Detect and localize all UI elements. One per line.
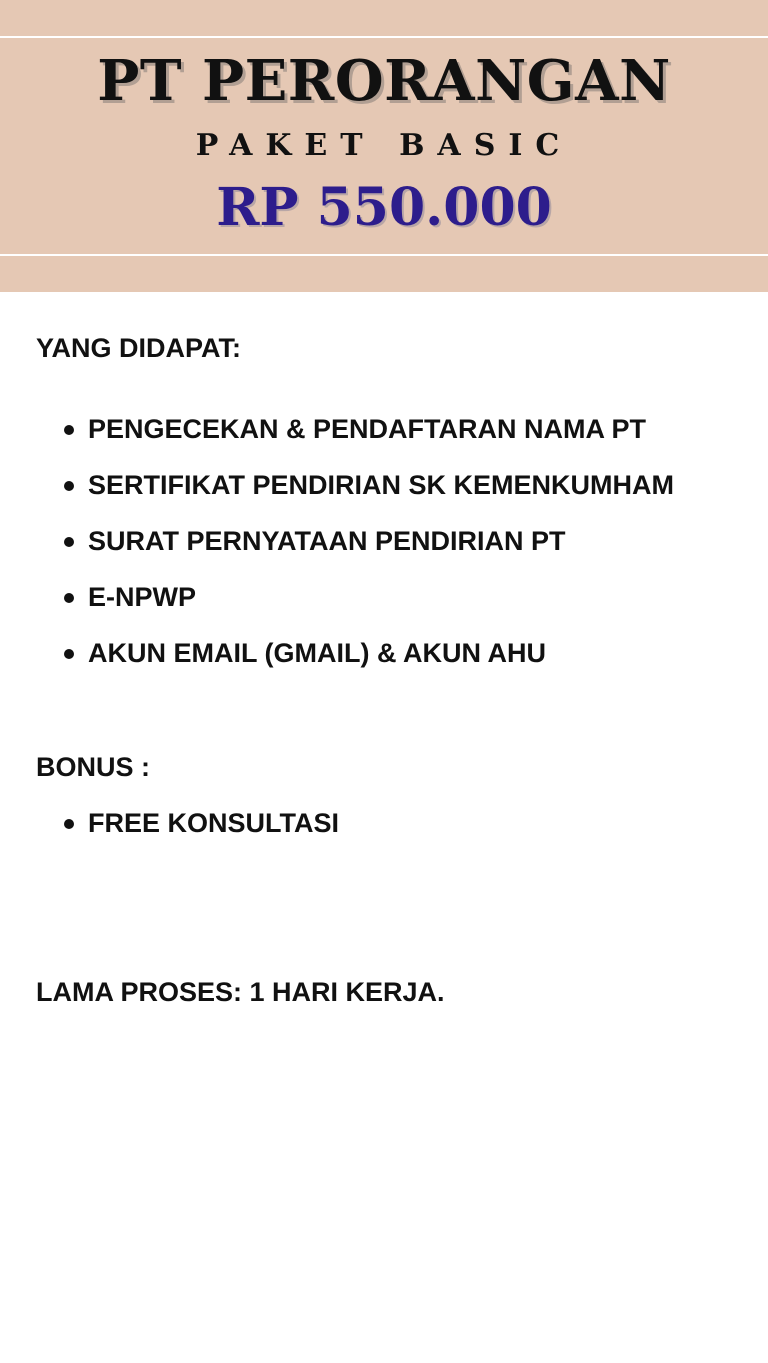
header-divider-bottom [0,254,768,256]
benefit-item-label: PENGECEKAN & PENDAFTARAN NAMA PT [88,414,647,444]
bonus-item-label: FREE KONSULTASI [88,808,340,838]
benefit-item [36,467,674,523]
bullet-icon [64,537,74,547]
package-price: RP 550.000 [216,177,552,238]
bullet-icon [64,593,74,603]
benefit-item [36,523,674,579]
bullet-icon [64,649,74,659]
package-title: PT PERORANGAN [97,48,671,114]
header-divider-top [0,36,768,38]
benefit-item [36,579,674,635]
benefit-item-label: SURAT PERNYATAAN PENDIRIAN PT [88,526,566,556]
package-subtitle: PAKET BASIC [195,128,573,163]
bonus-item [36,805,339,861]
bonus-heading: BONUS : [36,752,150,782]
header-banner [0,0,768,292]
bonus-list [36,805,339,861]
bullet-icon [64,425,74,435]
process-duration: LAMA PROSES: 1 HARI KERJA. [36,977,445,1007]
benefit-item-label: E-NPWP [88,582,196,612]
benefits-heading: YANG DIDAPAT: [36,333,242,363]
benefit-item-label: AKUN EMAIL (GMAIL) & AKUN AHU [88,638,546,668]
benefit-item [36,411,674,467]
bullet-icon [64,819,74,829]
benefits-list [36,411,674,691]
benefit-item [36,635,674,691]
bullet-icon [64,481,74,491]
benefit-item-label: SERTIFIKAT PENDIRIAN SK KEMENKUMHAM [88,470,674,500]
